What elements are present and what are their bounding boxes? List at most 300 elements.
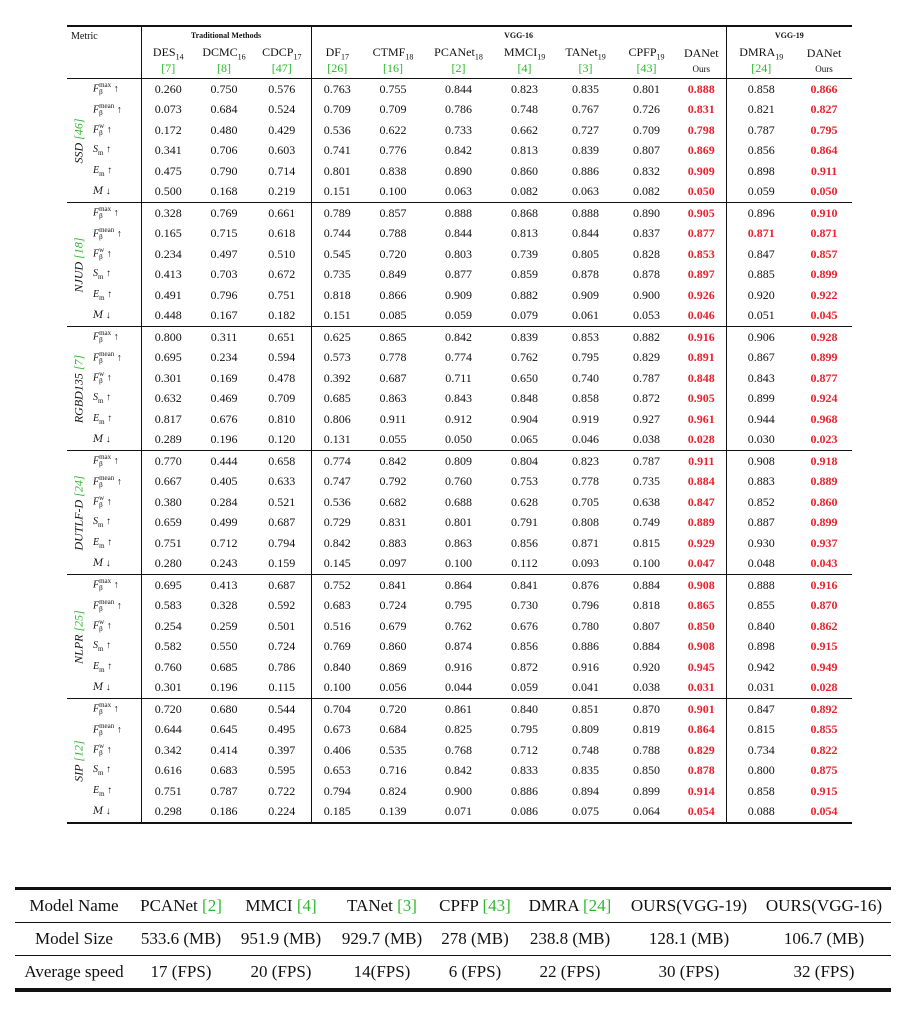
table-cell: 0.583 bbox=[154, 598, 182, 613]
table-cell: 0.740 bbox=[572, 370, 600, 385]
method-header bbox=[363, 43, 423, 61]
metric-symbol: E bbox=[93, 288, 100, 300]
table-cell: 0.823 bbox=[555, 451, 616, 472]
table-cell: 0.535 bbox=[379, 742, 407, 757]
table-cell: 0.659 bbox=[154, 515, 182, 530]
table-cell: 0.031 bbox=[726, 678, 796, 699]
table-cell: 0.835 bbox=[572, 763, 600, 778]
table-cell: 0.053 bbox=[633, 308, 661, 323]
table-cell: 0.071 bbox=[445, 804, 473, 819]
metric-superscript: max bbox=[99, 577, 112, 586]
table-cell: 0.842 bbox=[363, 451, 423, 472]
table-cell: 0.920 bbox=[726, 285, 796, 306]
table-cell: 0.860 bbox=[810, 494, 838, 509]
table-cell: 0.961 bbox=[687, 411, 715, 426]
citation-link[interactable]: 8 bbox=[221, 61, 227, 75]
metric-label bbox=[91, 120, 141, 141]
metric-label bbox=[91, 492, 141, 513]
table-cell: 0.444 bbox=[195, 451, 253, 472]
metric-symbol: S bbox=[93, 516, 98, 528]
table-cell: 0.616 bbox=[154, 763, 182, 778]
table-cell: 0.821 bbox=[726, 100, 796, 121]
table-cell: 0.804 bbox=[494, 451, 555, 472]
method-ref-cell: [3] bbox=[578, 61, 593, 75]
table-row bbox=[67, 781, 852, 802]
table-cell: 0.749 bbox=[633, 515, 661, 530]
metric-label bbox=[91, 472, 141, 493]
table-cell: 0.750 bbox=[195, 79, 253, 100]
table-cell: 0.059 bbox=[511, 680, 539, 695]
table-cell: 0.937 bbox=[810, 535, 838, 550]
table-cell: 32 (FPS) bbox=[757, 956, 891, 991]
table-cell: 0.397 bbox=[268, 742, 296, 757]
table-cell: 0.059 bbox=[726, 182, 796, 203]
table-cell: 0.030 bbox=[726, 430, 796, 451]
table-cell: 0.841 bbox=[363, 575, 423, 596]
table-cell: 0.705 bbox=[572, 494, 600, 509]
results-table bbox=[67, 25, 852, 824]
table-cell: 0.888 bbox=[555, 203, 616, 224]
table-cell: 0.112 bbox=[511, 556, 538, 571]
table-cell: 0.709 bbox=[311, 100, 363, 121]
metric-label bbox=[91, 657, 141, 678]
metric-subscript: β bbox=[99, 88, 103, 97]
model-size-speed-table bbox=[15, 887, 891, 992]
model-name: CPFP bbox=[439, 896, 479, 915]
metric-label bbox=[91, 244, 141, 265]
citation-link[interactable]: 43 bbox=[488, 896, 506, 915]
citation-link[interactable]: 18 bbox=[71, 241, 86, 254]
table-cell: 0.871 bbox=[572, 535, 600, 550]
table-cell: 0.839 bbox=[494, 327, 555, 348]
table-cell: 951.9 (MB) bbox=[229, 923, 333, 956]
table-cell: 0.860 bbox=[379, 639, 407, 654]
citation-link[interactable]: 24 bbox=[588, 896, 606, 915]
metric-direction: ↑ bbox=[113, 207, 119, 219]
metric-label bbox=[91, 720, 141, 741]
table-cell: 0.733 bbox=[445, 122, 473, 137]
metric-direction: ↑ bbox=[105, 640, 111, 652]
table-cell: 0.911 bbox=[379, 411, 407, 426]
dataset-label: RGBD135 [7] bbox=[67, 327, 91, 451]
table-cell: 0.886 bbox=[572, 163, 600, 178]
table-cell: 0.722 bbox=[268, 783, 296, 798]
table-cell: 0.729 bbox=[311, 513, 363, 534]
table-cell: 0.851 bbox=[555, 699, 616, 720]
table-cell: 0.885 bbox=[726, 265, 796, 286]
table-cell: 0.038 bbox=[633, 680, 661, 695]
table-cell: 0.889 bbox=[810, 474, 838, 489]
table-cell: 0.075 bbox=[572, 804, 600, 819]
table-cell: 0.888 bbox=[677, 79, 726, 100]
table-cell: 0.872 bbox=[511, 659, 539, 674]
table-cell: 0.813 bbox=[511, 226, 539, 241]
table-cell: 0.928 bbox=[796, 327, 852, 348]
metric-direction: ↑ bbox=[113, 455, 119, 467]
table-cell: 0.800 bbox=[726, 761, 796, 782]
table-cell: 0.809 bbox=[572, 722, 600, 737]
table-cell: 0.929 bbox=[687, 535, 715, 550]
method-ref-cell: [47] bbox=[271, 61, 292, 75]
table-cell: 0.890 bbox=[616, 203, 677, 224]
method-header bbox=[616, 43, 677, 61]
metric-direction: ↑ bbox=[116, 600, 122, 612]
table-cell: 0.889 bbox=[687, 515, 715, 530]
citation-link[interactable]: 3 bbox=[582, 61, 589, 75]
table-cell: 0.809 bbox=[423, 451, 494, 472]
table-cell: 0.794 bbox=[311, 781, 363, 802]
table-cell: 0.751 bbox=[154, 535, 182, 550]
table-cell: 0.837 bbox=[633, 226, 661, 241]
table-cell: 0.843 bbox=[726, 368, 796, 389]
table-cell: 0.650 bbox=[511, 370, 539, 385]
table-cell: 0.827 bbox=[810, 102, 838, 117]
table-cell: 0.131 bbox=[311, 430, 363, 451]
metric-symbol: F bbox=[93, 207, 100, 219]
table-cell: 0.829 bbox=[687, 742, 715, 757]
table-cell: 0.259 bbox=[210, 618, 238, 633]
table-cell: 0.927 bbox=[633, 411, 661, 426]
table-cell: 128.1 (MB) bbox=[621, 923, 757, 956]
citation-link[interactable]: 4 bbox=[302, 896, 311, 915]
table-cell: 0.676 bbox=[511, 618, 539, 633]
metric-symbol: F bbox=[93, 248, 100, 260]
table-cell: 0.573 bbox=[311, 348, 363, 369]
citation-link[interactable]: 2 bbox=[207, 896, 217, 915]
metric-subscript: β bbox=[99, 108, 103, 117]
citation-link[interactable]: 46 bbox=[71, 122, 86, 135]
citation-link[interactable]: 16 bbox=[387, 61, 400, 75]
table-cell: 0.778 bbox=[379, 350, 407, 365]
metric-subscript: m bbox=[99, 665, 105, 674]
metric-label bbox=[91, 699, 141, 720]
method-header bbox=[796, 43, 852, 61]
metric-direction: ↑ bbox=[116, 104, 122, 116]
table-cell: 0.769 bbox=[195, 203, 253, 224]
table-cell: 0.685 bbox=[210, 659, 238, 674]
table-cell: 0.727 bbox=[572, 122, 600, 137]
metric-label bbox=[91, 389, 141, 410]
citation-link[interactable]: 2 bbox=[455, 61, 462, 75]
citation-link[interactable]: 24 bbox=[755, 61, 768, 75]
citation-link[interactable]: 7 bbox=[165, 61, 172, 75]
method-name: DES bbox=[152, 44, 176, 59]
metric-direction: ↑ bbox=[107, 412, 113, 424]
citation-link[interactable]: 25 bbox=[71, 614, 86, 627]
metric-label bbox=[91, 802, 141, 824]
method-year: 19 bbox=[656, 52, 665, 61]
table-cell: 0.730 bbox=[511, 598, 539, 613]
metric-symbol: E bbox=[93, 784, 100, 796]
table-row bbox=[67, 699, 852, 720]
table-cell: 0.301 bbox=[154, 680, 182, 695]
table-cell: 0.284 bbox=[210, 494, 238, 509]
table-cell: 0.867 bbox=[726, 348, 796, 369]
table-cell: 0.168 bbox=[210, 184, 238, 199]
table-cell: 0.254 bbox=[154, 618, 182, 633]
method-header bbox=[423, 43, 494, 61]
table-cell: 0.748 bbox=[511, 102, 539, 117]
metric-label bbox=[91, 182, 141, 203]
metric-direction: ↓ bbox=[105, 558, 111, 570]
table-cell: 0.870 bbox=[616, 699, 677, 720]
table-cell: 0.795 bbox=[572, 350, 600, 365]
table-cell: 0.475 bbox=[154, 163, 182, 178]
table-row bbox=[67, 161, 852, 182]
table-cell: 0.896 bbox=[726, 203, 796, 224]
table-cell: 0.886 bbox=[572, 639, 600, 654]
metric-direction: ↑ bbox=[107, 660, 113, 672]
metric-label bbox=[91, 781, 141, 802]
metric-direction: ↑ bbox=[105, 144, 111, 156]
citation-link[interactable]: 24 bbox=[71, 479, 86, 492]
table-cell: 0.843 bbox=[445, 391, 473, 406]
table-cell: 0.768 bbox=[445, 742, 473, 757]
table-cell: 0.510 bbox=[268, 246, 296, 261]
table-cell: 20 (FPS) bbox=[229, 956, 333, 991]
table-cell: 0.853 bbox=[555, 327, 616, 348]
table-cell: 0.073 bbox=[154, 102, 182, 117]
metric-direction: ↑ bbox=[105, 764, 111, 776]
table-cell: 0.796 bbox=[572, 598, 600, 613]
citation-link[interactable]: 7 bbox=[71, 359, 86, 365]
table-cell: 0.695 bbox=[141, 575, 195, 596]
metric-subscript: β bbox=[99, 708, 103, 717]
table-cell: 0.887 bbox=[726, 513, 796, 534]
metric-label bbox=[91, 575, 141, 596]
table-cell: 0.085 bbox=[379, 308, 407, 323]
metric-symbol: F bbox=[93, 331, 100, 343]
table-cell: 0.050 bbox=[687, 184, 715, 199]
metric-header: Metric bbox=[67, 26, 141, 79]
metric-subscript: β bbox=[99, 604, 103, 613]
table-cell: 0.687 bbox=[379, 370, 407, 385]
table-cell: 0.916 bbox=[677, 327, 726, 348]
table-row bbox=[67, 802, 852, 824]
table-cell: 0.159 bbox=[268, 556, 296, 571]
table-cell: 0.298 bbox=[154, 804, 182, 819]
table-cell: 0.653 bbox=[311, 761, 363, 782]
table-cell: 0.576 bbox=[253, 79, 311, 100]
table-cell: 0.900 bbox=[633, 287, 661, 302]
table-cell: 0.720 bbox=[141, 699, 195, 720]
method-year: 14 bbox=[175, 52, 184, 61]
table-cell: 0.899 bbox=[633, 783, 661, 798]
metric-symbol: F bbox=[93, 124, 100, 136]
table-cell: 0.922 bbox=[810, 287, 838, 302]
table-cell: 0.767 bbox=[572, 102, 600, 117]
method-ref-row bbox=[67, 61, 852, 79]
table-cell: 0.380 bbox=[154, 494, 182, 509]
table-cell: 0.847 bbox=[726, 699, 796, 720]
metric-label bbox=[91, 451, 141, 472]
table-cell: 0.469 bbox=[210, 391, 238, 406]
table-cell: 0.726 bbox=[633, 102, 661, 117]
table-cell: 0.311 bbox=[195, 327, 253, 348]
metric-direction: ↑ bbox=[113, 331, 119, 343]
table-cell: 0.798 bbox=[687, 122, 715, 137]
table-cell: 0.139 bbox=[379, 804, 407, 819]
table-cell: 0.685 bbox=[311, 389, 363, 410]
method-ref-cell: [24] bbox=[726, 61, 796, 79]
table-cell: 0.289 bbox=[154, 432, 182, 447]
table-cell: 0.716 bbox=[379, 763, 407, 778]
model-name: MMCI bbox=[245, 896, 293, 915]
group-header-row bbox=[67, 26, 852, 43]
speed-header-cell: MMCI [4] bbox=[229, 889, 333, 923]
table-cell: 0.915 bbox=[810, 639, 838, 654]
citation-link[interactable]: 43 bbox=[640, 61, 653, 75]
table-cell: 0.832 bbox=[633, 163, 661, 178]
speed-header-row bbox=[15, 889, 891, 923]
table-cell: 0.480 bbox=[210, 122, 238, 137]
table-cell: 0.863 bbox=[445, 535, 473, 550]
table-cell: 0.662 bbox=[511, 122, 539, 137]
citation-link[interactable]: 4 bbox=[521, 61, 528, 75]
dataset-name: NJUD bbox=[71, 261, 86, 293]
table-cell: 0.945 bbox=[687, 659, 715, 674]
metric-superscript: max bbox=[99, 205, 112, 214]
table-cell: 0.780 bbox=[572, 618, 600, 633]
method-year: 19 bbox=[775, 52, 784, 61]
metric-subscript: m bbox=[98, 645, 104, 654]
table-cell: 0.497 bbox=[210, 246, 238, 261]
table-cell: 0.856 bbox=[511, 535, 539, 550]
table-cell: 0.054 bbox=[810, 804, 838, 819]
table-cell: 0.684 bbox=[210, 102, 238, 117]
metric-symbol: F bbox=[93, 600, 100, 612]
method-header bbox=[253, 43, 311, 61]
table-row bbox=[67, 368, 852, 389]
table-row bbox=[67, 327, 852, 348]
table-cell: 533.6 (MB) bbox=[133, 923, 229, 956]
citation-link[interactable]: 47 bbox=[275, 61, 288, 75]
citation-link[interactable]: 26 bbox=[331, 61, 344, 75]
metric-direction: ↑ bbox=[107, 164, 113, 176]
method-year: 17 bbox=[293, 52, 302, 61]
method-year: 19 bbox=[597, 52, 606, 61]
table-cell: 0.063 bbox=[445, 184, 473, 199]
metric-subscript: β bbox=[99, 232, 103, 241]
metric-superscript: mean bbox=[99, 101, 115, 110]
citation-link[interactable]: 3 bbox=[402, 896, 412, 915]
metric-symbol: F bbox=[93, 104, 100, 116]
table-cell: 0.844 bbox=[572, 226, 600, 241]
table-cell: 0.260 bbox=[141, 79, 195, 100]
metric-symbol: M bbox=[93, 558, 104, 570]
table-cell: 0.711 bbox=[445, 370, 472, 385]
table-cell: 0.899 bbox=[726, 389, 796, 410]
dataset-name: RGBD135 bbox=[71, 372, 86, 423]
metric-direction: ↑ bbox=[107, 784, 113, 796]
metric-direction: ↑ bbox=[106, 124, 112, 136]
table-cell: 0.594 bbox=[268, 350, 296, 365]
metric-superscript: max bbox=[99, 329, 112, 338]
table-cell: 0.815 bbox=[726, 720, 796, 741]
table-cell: 0.898 bbox=[726, 637, 796, 658]
table-cell: 0.763 bbox=[311, 79, 363, 100]
metric-superscript: w bbox=[99, 122, 105, 131]
table-cell: 0.679 bbox=[379, 618, 407, 633]
table-cell: 0.828 bbox=[633, 246, 661, 261]
metric-direction: ↑ bbox=[116, 724, 122, 736]
table-cell: 0.878 bbox=[572, 267, 600, 282]
table-cell: 0.196 bbox=[210, 680, 238, 695]
table-cell: 0.850 bbox=[633, 763, 661, 778]
metric-subscript: m bbox=[99, 789, 105, 798]
table-cell: 0.910 bbox=[796, 203, 852, 224]
table-cell: 0.807 bbox=[633, 143, 661, 158]
metric-symbol: M bbox=[93, 434, 104, 446]
table-cell: 0.055 bbox=[379, 432, 407, 447]
table-cell: 0.786 bbox=[445, 102, 473, 117]
metric-symbol: F bbox=[93, 620, 100, 632]
table-cell: 0.603 bbox=[268, 143, 296, 158]
table-cell: 929.7 (MB) bbox=[333, 923, 431, 956]
metric-symbol: M bbox=[93, 806, 104, 818]
table-cell: 0.414 bbox=[210, 742, 238, 757]
table-cell: 0.234 bbox=[210, 350, 238, 365]
table-cell: 0.911 bbox=[810, 163, 838, 178]
table-cell: 0.864 bbox=[687, 722, 715, 737]
table-cell: 0.850 bbox=[687, 618, 715, 633]
table-cell: 0.844 bbox=[423, 79, 494, 100]
table-cell: 0.050 bbox=[810, 184, 838, 199]
table-cell: 0.682 bbox=[379, 494, 407, 509]
method-ref-cell bbox=[677, 61, 726, 79]
table-cell: 0.592 bbox=[268, 598, 296, 613]
table-cell: 0.714 bbox=[268, 163, 296, 178]
citation-link[interactable]: 12 bbox=[71, 744, 86, 757]
table-cell: 0.829 bbox=[633, 350, 661, 365]
table-cell: 0.908 bbox=[687, 639, 715, 654]
metric-subscript: m bbox=[99, 169, 105, 178]
table-cell: 0.280 bbox=[154, 556, 182, 571]
table-cell: 0.088 bbox=[726, 802, 796, 824]
table-row bbox=[67, 285, 852, 306]
table-row bbox=[67, 451, 852, 472]
table-cell: 0.808 bbox=[572, 515, 600, 530]
table-cell: 0.753 bbox=[511, 474, 539, 489]
table-cell: 0.413 bbox=[154, 267, 182, 282]
table-cell: 0.865 bbox=[687, 598, 715, 613]
method-ref-cell: [8] bbox=[217, 61, 231, 75]
table-cell: 0.672 bbox=[268, 267, 296, 282]
method-name: DCMC bbox=[202, 44, 238, 59]
method-name: MMCI bbox=[503, 44, 538, 59]
table-cell: 0.651 bbox=[253, 327, 311, 348]
metric-label bbox=[91, 554, 141, 575]
table-cell: 0.926 bbox=[687, 287, 715, 302]
method-header bbox=[494, 43, 555, 61]
table-row bbox=[67, 720, 852, 741]
table-cell: 0.706 bbox=[210, 143, 238, 158]
table-row bbox=[67, 554, 852, 575]
table-cell: 0.915 bbox=[810, 783, 838, 798]
metric-direction: ↑ bbox=[106, 744, 112, 756]
table-cell: 17 (FPS) bbox=[133, 956, 229, 991]
table-cell: 0.905 bbox=[677, 203, 726, 224]
metric-direction: ↓ bbox=[105, 682, 111, 694]
table-cell: 0.051 bbox=[726, 306, 796, 327]
table-cell: 0.046 bbox=[687, 308, 715, 323]
table-cell: 0.185 bbox=[311, 802, 363, 824]
table-cell: 0.863 bbox=[379, 391, 407, 406]
table-row bbox=[67, 472, 852, 493]
table-cell: 0.891 bbox=[687, 350, 715, 365]
table-cell: 0.776 bbox=[379, 143, 407, 158]
ours-label: Ours bbox=[692, 64, 711, 74]
